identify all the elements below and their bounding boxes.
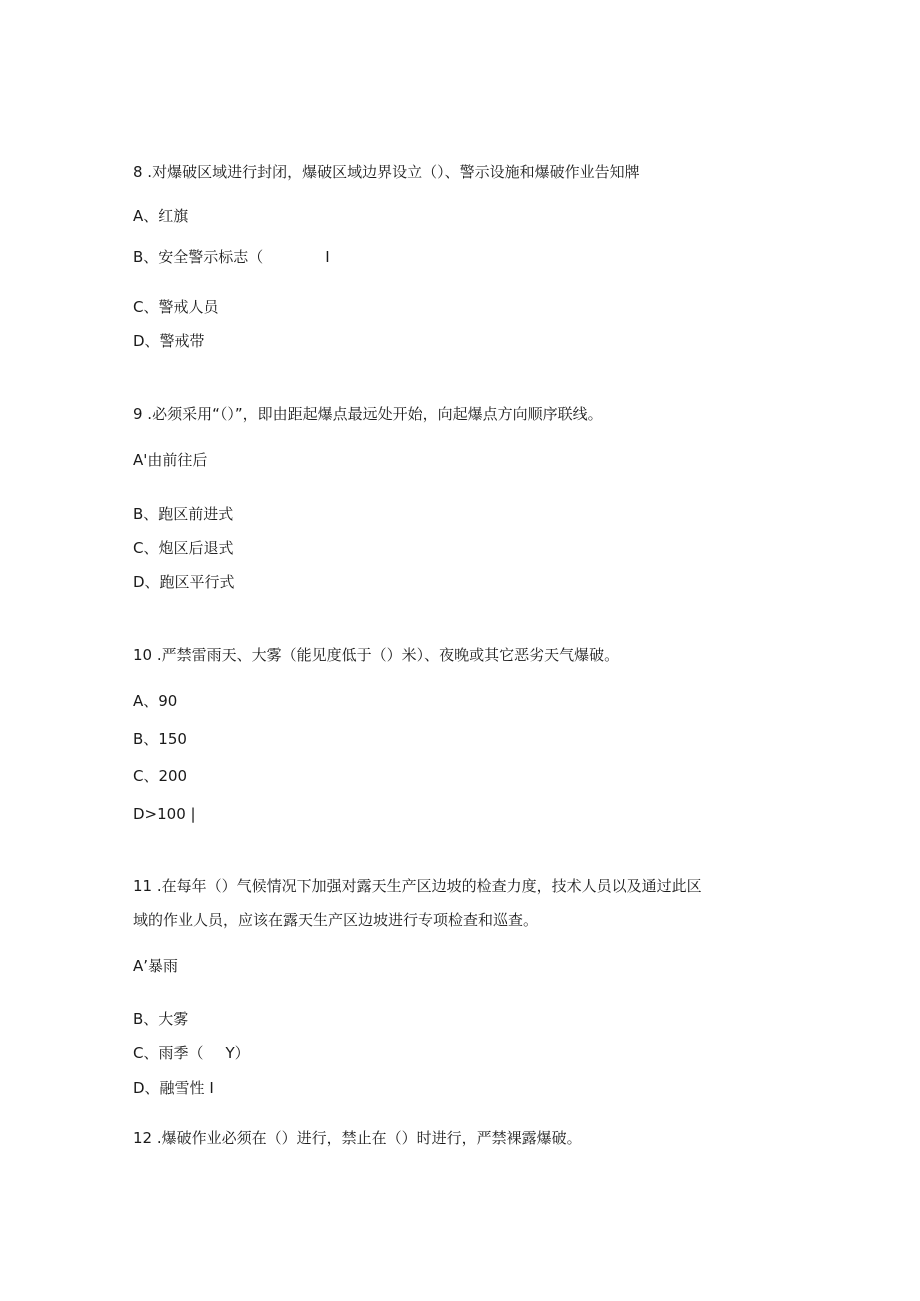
q9-option-d: D、跑区平行式 bbox=[133, 573, 235, 591]
q11-option-c bbox=[133, 1043, 250, 1063]
q11-option-d: D、融雪性 I bbox=[133, 1079, 214, 1097]
q8-option-a: A、红旗 bbox=[133, 207, 189, 225]
q11-stem-line1: 11 .在每年（）气候情况下加强对露天生产区边坡的检查力度，技术人员以及通过此区 bbox=[133, 877, 702, 895]
q8-option-b bbox=[133, 247, 330, 267]
q11-answer-mark: Y） bbox=[225, 1044, 250, 1062]
q8-answer-mark: I bbox=[325, 248, 330, 266]
q8-option-c: C、警戒人员 bbox=[133, 298, 219, 316]
q10-option-c: C、200 bbox=[133, 767, 188, 785]
q9-option-c: C、炮区后退式 bbox=[133, 539, 234, 557]
q11-option-a: A’暴雨 bbox=[133, 957, 179, 975]
q11-option-c-text: C、雨季（ bbox=[133, 1044, 204, 1062]
q10-option-d: D>100 | bbox=[133, 805, 196, 823]
q8-stem: 8 .对爆破区域进行封闭，爆破区域边界设立（）、警示设施和爆破作业告知牌 bbox=[133, 163, 640, 181]
q12-stem: 12 .爆破作业必须在（）进行，禁止在（）时进行，严禁裸露爆破。 bbox=[133, 1129, 582, 1147]
q8-option-b-text: B、安全警示标志（ bbox=[133, 248, 264, 266]
q10-option-b: B、150 bbox=[133, 730, 187, 748]
q11-stem-line2: 域的作业人员，应该在露天生产区边坡进行专项检查和巡查。 bbox=[133, 911, 539, 929]
q11-option-b: B、大雾 bbox=[133, 1010, 189, 1028]
q9-stem: 9 .必须采用“（）”，即由距起爆点最远处开始，向起爆点方向顺序联线。 bbox=[133, 405, 603, 423]
q9-option-a: A'由前往后 bbox=[133, 451, 208, 469]
q9-option-b: B、跑区前进式 bbox=[133, 505, 234, 523]
q10-stem: 10 .严禁雷雨天、大雾（能见度低于（）米）、夜晚或其它恶劣天气爆破。 bbox=[133, 646, 620, 664]
q8-option-d: D、警戒带 bbox=[133, 332, 205, 350]
q10-option-a: A、90 bbox=[133, 692, 178, 710]
